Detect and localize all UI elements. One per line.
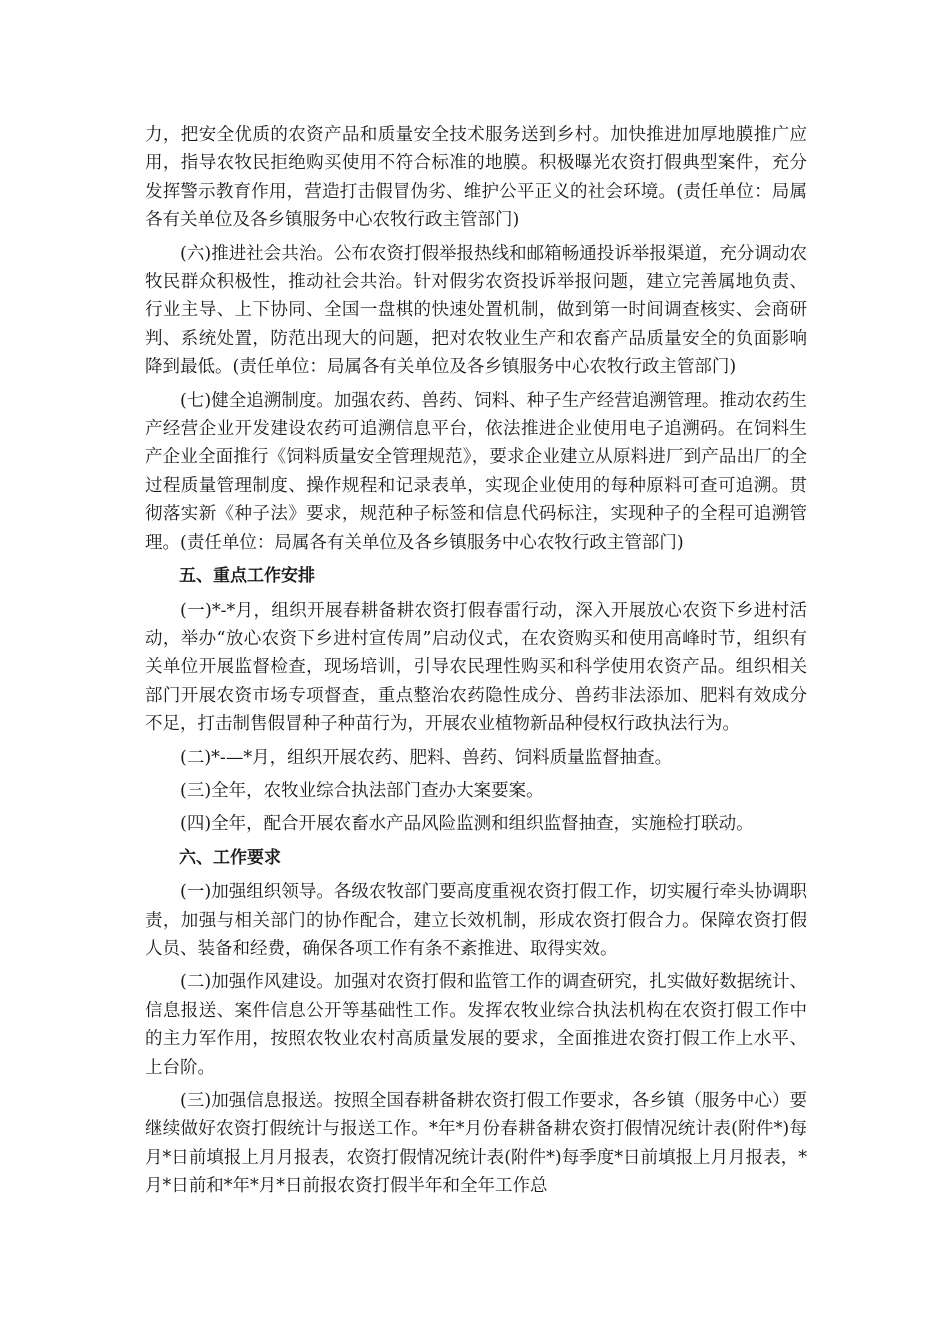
section-heading-key-work: 五、重点工作安排 [179, 566, 315, 587]
paragraph-requirement-2: (二)加强作风建设。加强对农资打假和监管工作的调查研究，扎实做好数据统计、信息报送、案件信息公开等基础性工作。发挥农牧业综合执法机构在农资打假工作中的主力军作用，按照农牧业农村高质量发展的要求，全面推进农资打假工作上水平、上台阶。 [145, 972, 807, 1078]
paragraph-continuation: 力，把安全优质的农资产品和质量安全技术服务送到乡村。加快推进加厚地膜推广应用，指导农牧民拒绝购买使用不符合标准的地膜。积极曝光农资打假典型案件，充分发挥警示教育作用，营造打击假冒伪劣、维护公平正义的社会环境。(责任单位：局属各有关单位及各乡镇服务中心农牧行政主管部门) [145, 125, 807, 231]
paragraph-work-item-1: (一)*-*月，组织开展春耕备耕农资打假春雷行动，深入开展放心农资下乡进村活动，举办“放心农资下乡进村宣传周”启动仪式，在农资购买和使用高峰时节，组织有关单位开展监督检查，现场培训，引导农民理性购买和科学使用农资产品。组织相关部门开展农资市场专项督查，重点整治农药隐性成分、兽药非法添加、肥料有效成分不足，打击制售假冒种子种苗行为，开展农业植物新品种侵权行政执法行为。 [145, 600, 807, 735]
paragraph-work-item-4: (四)全年，配合开展农畜水产品风险监测和组织监督抽查，实施检打联动。 [180, 814, 754, 835]
paragraph-traceability: (七)健全追溯制度。加强农药、兽药、饲料、种子生产经营追溯管理。推动农药生产经营企业开发建设农药可追溯信息平台，依法推进企业使用电子追溯码。在饲料生产企业全面推行《饲料质量安全管理规范》，要求企业建立从原料进厂到产品出厂的全过程质量管理制度、操作规程和记录表单，实现企业使用的每种原料可查可追溯。贯彻落实新《种子法》要求，规范种子标签和信息代码标注，实现种子的全程可追溯管理。(责任单位：局属各有关单位及各乡镇服务中心农牧行政主管部门) [145, 390, 807, 553]
paragraph-work-item-2: (二)*-—*月，组织开展农药、肥料、兽药、饲料质量监督抽查。 [180, 747, 673, 768]
paragraph-social-governance: (六)推进社会共治。公布农资打假举报热线和邮箱畅通投诉举报渠道，充分调动农牧民群众积极性，推动社会共治。针对假劣农资投诉举报问题，建立完善属地负责、行业主导、上下协同、全国一盘棋的快速处置机制，做到第一时间调查核实、会商研判、系统处置，防范出现大的问题，把对农牧业生产和农畜产品质量安全的负面影响降到最低。(责任单位：局属各有关单位及各乡镇服务中心农牧行政主管部门) [145, 243, 807, 378]
paragraph-requirement-1: (一)加强组织领导。各级农牧部门要高度重视农资打假工作，切实履行牵头协调职责，加强与相关部门的协作配合，建立长效机制，形成农资打假合力。保障农资打假人员、装备和经费，确保各项工作有条不紊推进、取得实效。 [145, 882, 807, 959]
paragraph-work-item-3: (三)全年，农牧业综合执法部门查办大案要案。 [180, 780, 544, 801]
paragraph-requirement-3: (三)加强信息报送。按照全国春耕备耕农资打假工作要求，各乡镇（服务中心）要继续做好农资打假统计与报送工作。*年*月份春耕备耕农资打假情况统计表(附件*)每月*日前填报上月月报表，农资打假情况统计表(附件*)每季度*日前填报上月月报表，*月*日前和*年*月*日前报农资打假半年和全年工作总 [145, 1091, 807, 1197]
document-body [145, 121, 807, 1206]
section-heading-requirements: 六、工作要求 [179, 847, 281, 868]
